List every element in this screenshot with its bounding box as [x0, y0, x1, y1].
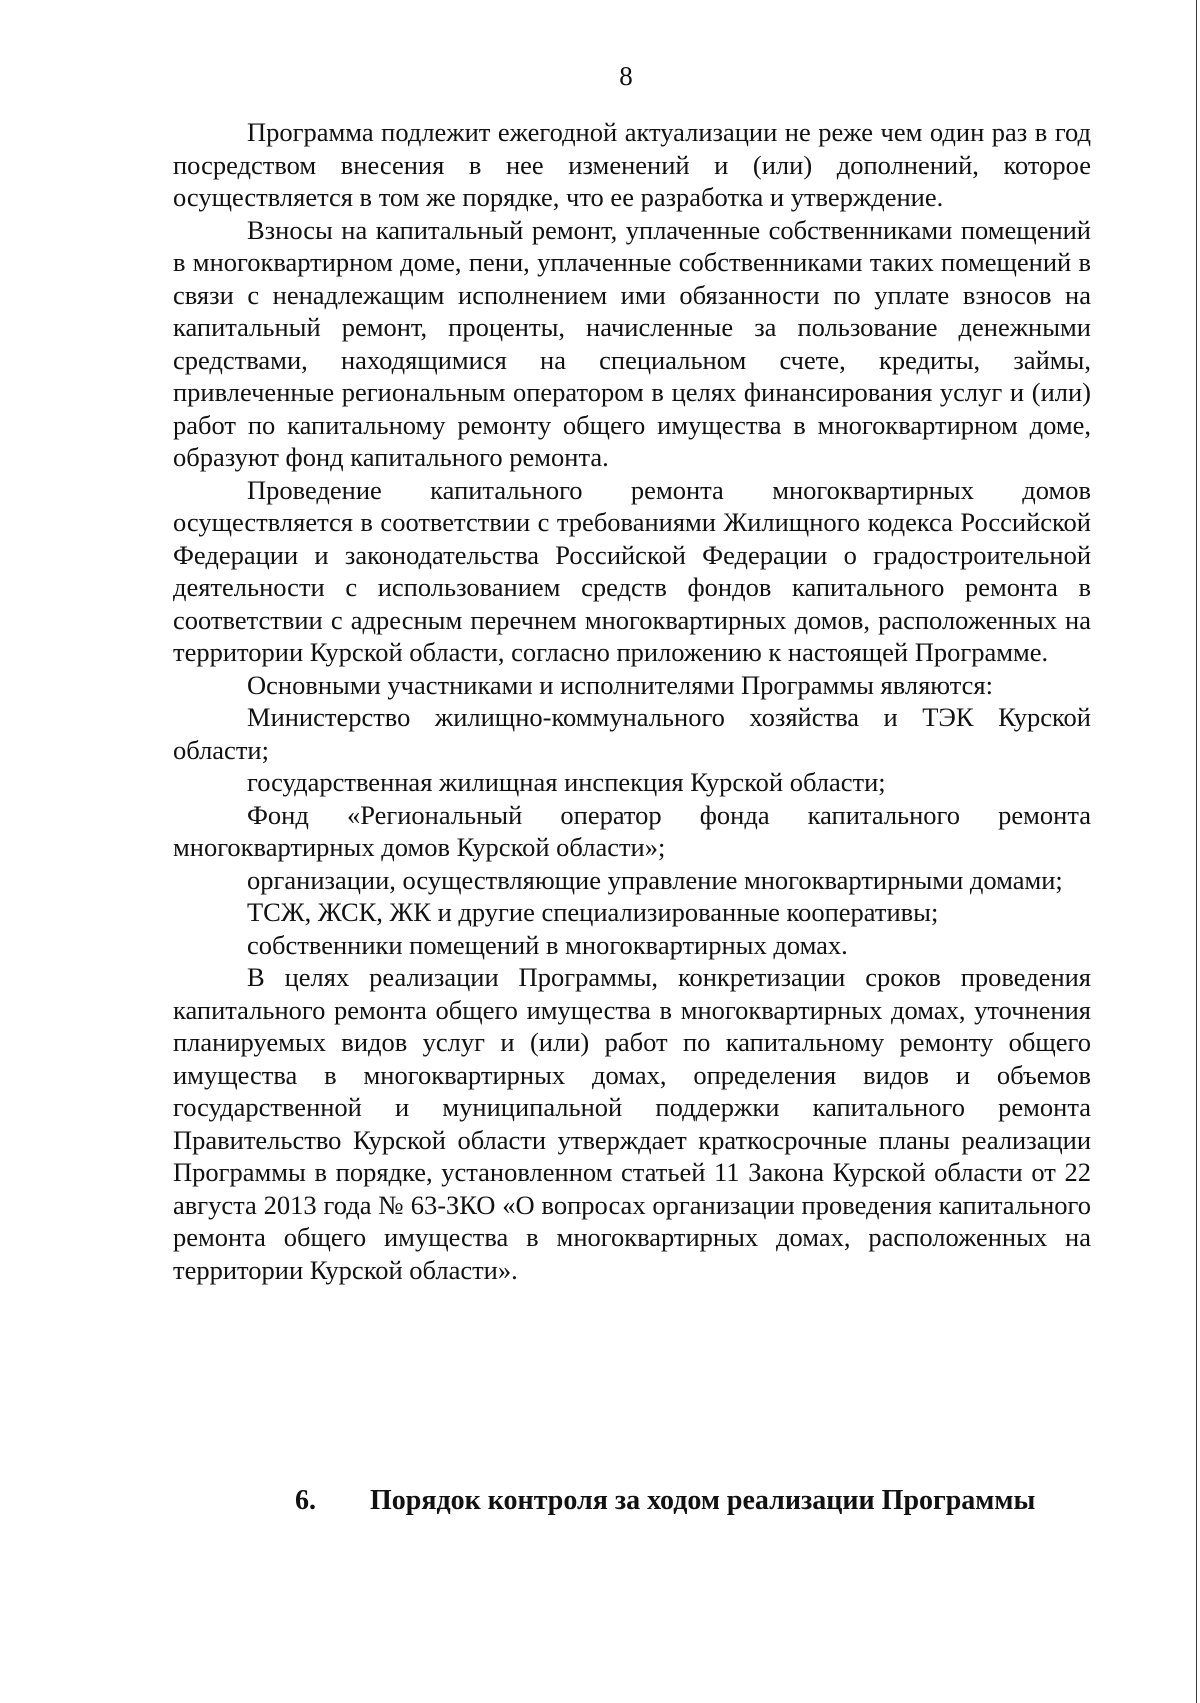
- list-item-regional-operator: Фонд «Региональный оператор фонда капитального ремонта многоквартирных домов Курской области»;: [173, 799, 1091, 862]
- section-heading: [295, 1484, 1095, 1518]
- paragraph-participants-intro: Основными участниками и исполнителями Программы являются:: [247, 669, 993, 700]
- list-item-ministry: Министерство жилищно-коммунального хозяйства и ТЭК Курской области;: [173, 702, 1091, 765]
- paragraph-repair-procedure: Проведение капитального ремонта многоквартирных домов осуществляется в соответствии с требованиями Жилищного кодекса Российской Федерации и законодательства Российской Федерации о градостроительной деятельности с использованием средств фондов капитального ремонта в соответствии с адресным перечнем многоквартирных домов, расположенных на территории Курской области, согласно приложению к настоящей Программе.: [173, 474, 1091, 667]
- scan-edge-line: [1196, 0, 1197, 1703]
- document-body: [173, 116, 1091, 1286]
- paragraph-fund-formation: Взносы на капитальный ремонт, уплаченные собственниками помещений в многоквартирном доме, пени, уплаченные собственниками таких помещений в связи с ненадлежащим исполнением ими обязанности по уплате взносов на капитальный ремонт, проценты, начисленные за пользование денежными средствами, находящимися на специальном счете, кредиты, займы, привлеченные региональным оператором в целях финансирования услуг и (или) работ по капитальному ремонту общего имущества в многоквартирном доме, образуют фонд капитального ремонта.: [173, 214, 1091, 472]
- section-number: 6.: [295, 1485, 316, 1516]
- list-item-management-organizations: организации, осуществляющие управление многоквартирными домами;: [247, 864, 1063, 895]
- paragraph-program-update: Программа подлежит ежегодной актуализации не реже чем один раз в год посредством внесения в нее изменений и (или) дополнений, которое осуществляется в том же порядке, что ее разработка и утверждение.: [173, 117, 1091, 212]
- page-number: 8: [619, 61, 633, 91]
- list-item-housing-inspection: государственная жилищная инспекция Курской области;: [247, 767, 886, 797]
- list-item-cooperatives: ТСЖ, ЖСК, ЖК и другие специализированные кооперативы;: [247, 897, 939, 927]
- section-title: Порядок контроля за ходом реализации Программы: [370, 1485, 1036, 1516]
- list-item-owners: собственники помещений в многоквартирных домах.: [247, 929, 848, 960]
- paragraph-short-term-plans: В целях реализации Программы, конкретизации сроков проведения капитального ремонта общего имущества в многоквартирных домах, уточнения планируемых видов услуг и (или) работ по капитальному ремонту общего имущества в многоквартирных домах, определения видов и объемов государственной и муниципальной поддержки капитального ремонта Правительство Курской области утверждает краткосрочные планы реализации Программы в порядке, установленном статьей 11 Закона Курской области от 22 августа 2013 года № 63-ЗКО «О вопросах организации проведения капитального ремонта общего имущества в многоквартирных домах, расположенных на территории Курской области».: [173, 962, 1091, 1285]
